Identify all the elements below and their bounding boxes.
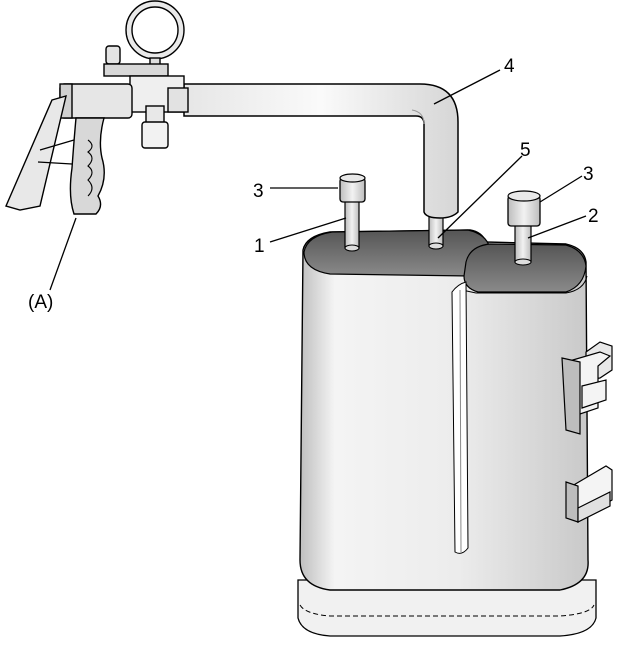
port-2 [515,222,531,265]
cap-left [340,174,365,202]
port-1 [345,196,359,251]
label-cap-left: 3 [253,181,264,202]
label-vacuum-pump: (A) [28,292,54,313]
label-port-2: 2 [588,206,599,227]
vacuum-hose [184,84,458,218]
canister-top-left [304,230,490,276]
label-port-5: 5 [520,140,531,161]
cap-right [508,191,540,226]
label-port-1: 1 [254,236,265,257]
label-hose: 4 [504,56,515,77]
label-cap-right: 3 [583,164,594,185]
hand-vacuum-pump [6,1,188,214]
evap-canister [298,230,612,636]
